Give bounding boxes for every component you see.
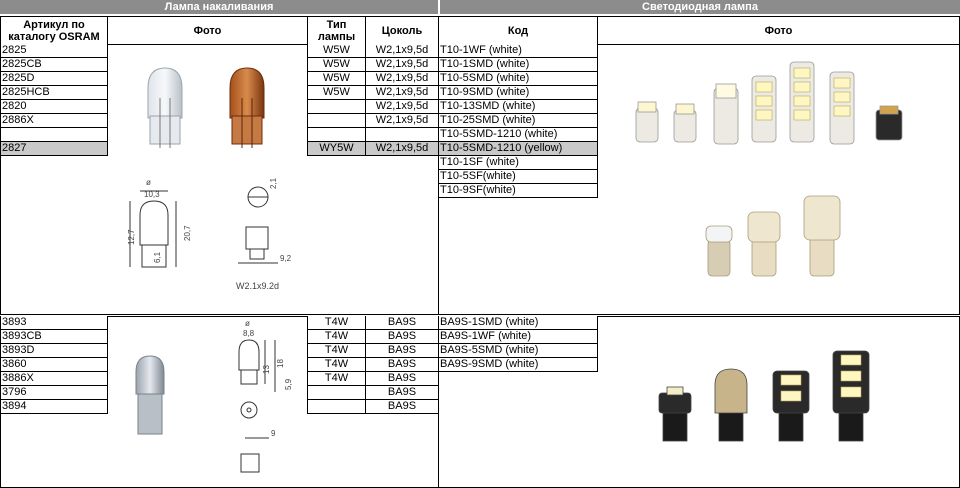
article-cell: 2825CB — [0, 58, 108, 72]
lamp-type-cell: W5W — [307, 58, 366, 72]
lamp-type-cell — [307, 128, 366, 142]
article-cell: 2820 — [0, 100, 108, 114]
led-code-cell: T10-1SF (white) — [438, 156, 598, 170]
drawing-diameter: 10,3 — [144, 190, 160, 199]
socket-cell: W2,1x9,5d — [365, 114, 439, 128]
led-section-title: Светодиодная лампа — [440, 0, 960, 14]
socket-cell: BA9S — [365, 400, 439, 414]
led-code-cell: T10-9SF(white) — [438, 184, 598, 198]
article-cell: 3860 — [0, 358, 108, 372]
lamp-type-cell: W5W — [307, 44, 366, 58]
article-cell: 3886X — [0, 372, 108, 386]
article-cell: 2825D — [0, 72, 108, 86]
drawing-base: 6,1 — [153, 251, 162, 263]
header-lamp-type: Тип лампы — [307, 16, 366, 45]
socket-cell: BA9S — [365, 386, 439, 400]
socket-cell: BA9S — [365, 358, 439, 372]
article-cell: 2827 — [0, 142, 108, 156]
socket-cell: W2,1x9,5d — [365, 100, 439, 114]
drawing-height-a: 12,7 — [127, 229, 136, 245]
header-socket: Цоколь — [365, 16, 439, 45]
article-cell: 2886X — [0, 114, 108, 128]
led-code-cell: T10-5SMD (white) — [438, 72, 598, 86]
lamp-type-cell: W5W — [307, 72, 366, 86]
led-code-cell: T10-1WF (white) — [438, 44, 598, 58]
header-code: Код — [438, 16, 598, 45]
led-code-cell: BA9S-1WF (white) — [438, 330, 598, 344]
header-led-photo: Фото — [597, 16, 960, 45]
incandescent-section-title: Лампа накаливания — [0, 0, 438, 14]
socket-cell: BA9S — [365, 330, 439, 344]
lamp-type-cell — [307, 100, 366, 114]
ba9s-led-photos — [655, 345, 885, 445]
wy5w-amber-bulb — [230, 68, 264, 148]
led-code-cell: BA9S-5SMD (white) — [438, 344, 598, 358]
t4w-technical-drawing — [225, 318, 315, 483]
lamp-type-cell: T4W — [307, 358, 366, 372]
article-cell: 3796 — [0, 386, 108, 400]
led-code-cell: T10-5SMD-1210 (yellow) — [438, 142, 598, 156]
socket-cell: W2,1x9,5d — [365, 72, 439, 86]
led-code-cell: T10-9SMD (white) — [438, 86, 598, 100]
t4w-drawing-height-a: 13 — [262, 365, 271, 374]
t10-sf-led-photos — [700, 190, 860, 285]
article-cell: 3894 — [0, 400, 108, 414]
t4w-drawing-diameter-mark: ø — [245, 319, 250, 328]
lamp-type-cell: T4W — [307, 330, 366, 344]
led-code-cell: BA9S-9SMD (white) — [438, 358, 598, 372]
led-code-cell: T10-5SMD-1210 (white) — [438, 128, 598, 142]
lamp-type-cell: W5W — [307, 86, 366, 100]
led-code-cell: T10-13SMD (white) — [438, 100, 598, 114]
lamp-type-cell: T4W — [307, 372, 366, 386]
w5w-bulb-photos — [130, 58, 290, 158]
socket-cell: W2,1x9,5d — [365, 142, 439, 156]
socket-cell: W2,1x9,5d — [365, 86, 439, 100]
drawing-diameter-mark: ø — [146, 178, 151, 187]
lamp-type-cell — [307, 400, 366, 414]
t4w-bulb-photo — [130, 352, 170, 442]
drawing-height-b: 20,7 — [183, 225, 192, 241]
socket-cell: W2,1x9,5d — [365, 58, 439, 72]
drawing-caption: W2.1x9.2d — [236, 281, 280, 291]
socket-cell: BA9S — [365, 372, 439, 386]
w5w-technical-drawing — [118, 175, 308, 305]
drawing-width: 2,1 — [269, 177, 278, 189]
header-photo: Фото — [107, 16, 308, 45]
t4w-drawing-height-b: 18 — [276, 359, 285, 368]
lamp-type-cell: WY5W — [307, 142, 366, 156]
lamp-type-cell: T4W — [307, 316, 366, 330]
t4w-drawing-diameter: 8,8 — [243, 329, 255, 338]
led-code-cell: BA9S-1SMD (white) — [438, 316, 598, 330]
article-cell: 2825 — [0, 44, 108, 58]
article-cell: 2825HCB — [0, 86, 108, 100]
led-code-cell: T10-5SF(white) — [438, 170, 598, 184]
socket-cell: BA9S — [365, 344, 439, 358]
article-cell: 3893D — [0, 344, 108, 358]
lamp-type-cell — [307, 386, 366, 400]
socket-cell: BA9S — [365, 316, 439, 330]
t10-led-photos — [630, 58, 910, 153]
drawing-offset: 9,2 — [280, 254, 292, 263]
led-code-cell: T10-25SMD (white) — [438, 114, 598, 128]
lamp-type-cell: T4W — [307, 344, 366, 358]
led-code-cell: T10-1SMD (white) — [438, 58, 598, 72]
header-article: Артикул по каталогу OSRAM — [0, 16, 108, 45]
article-cell: 3893CB — [0, 330, 108, 344]
t4w-drawing-offset: 9 — [271, 429, 276, 438]
lamp-type-cell — [307, 114, 366, 128]
socket-cell: W2,1x9,5d — [365, 44, 439, 58]
w5w-clear-bulb — [148, 68, 182, 148]
socket-cell — [365, 128, 439, 142]
article-cell: 3893 — [0, 316, 108, 330]
t4w-drawing-base: 5,9 — [284, 378, 293, 390]
article-cell — [0, 128, 108, 142]
